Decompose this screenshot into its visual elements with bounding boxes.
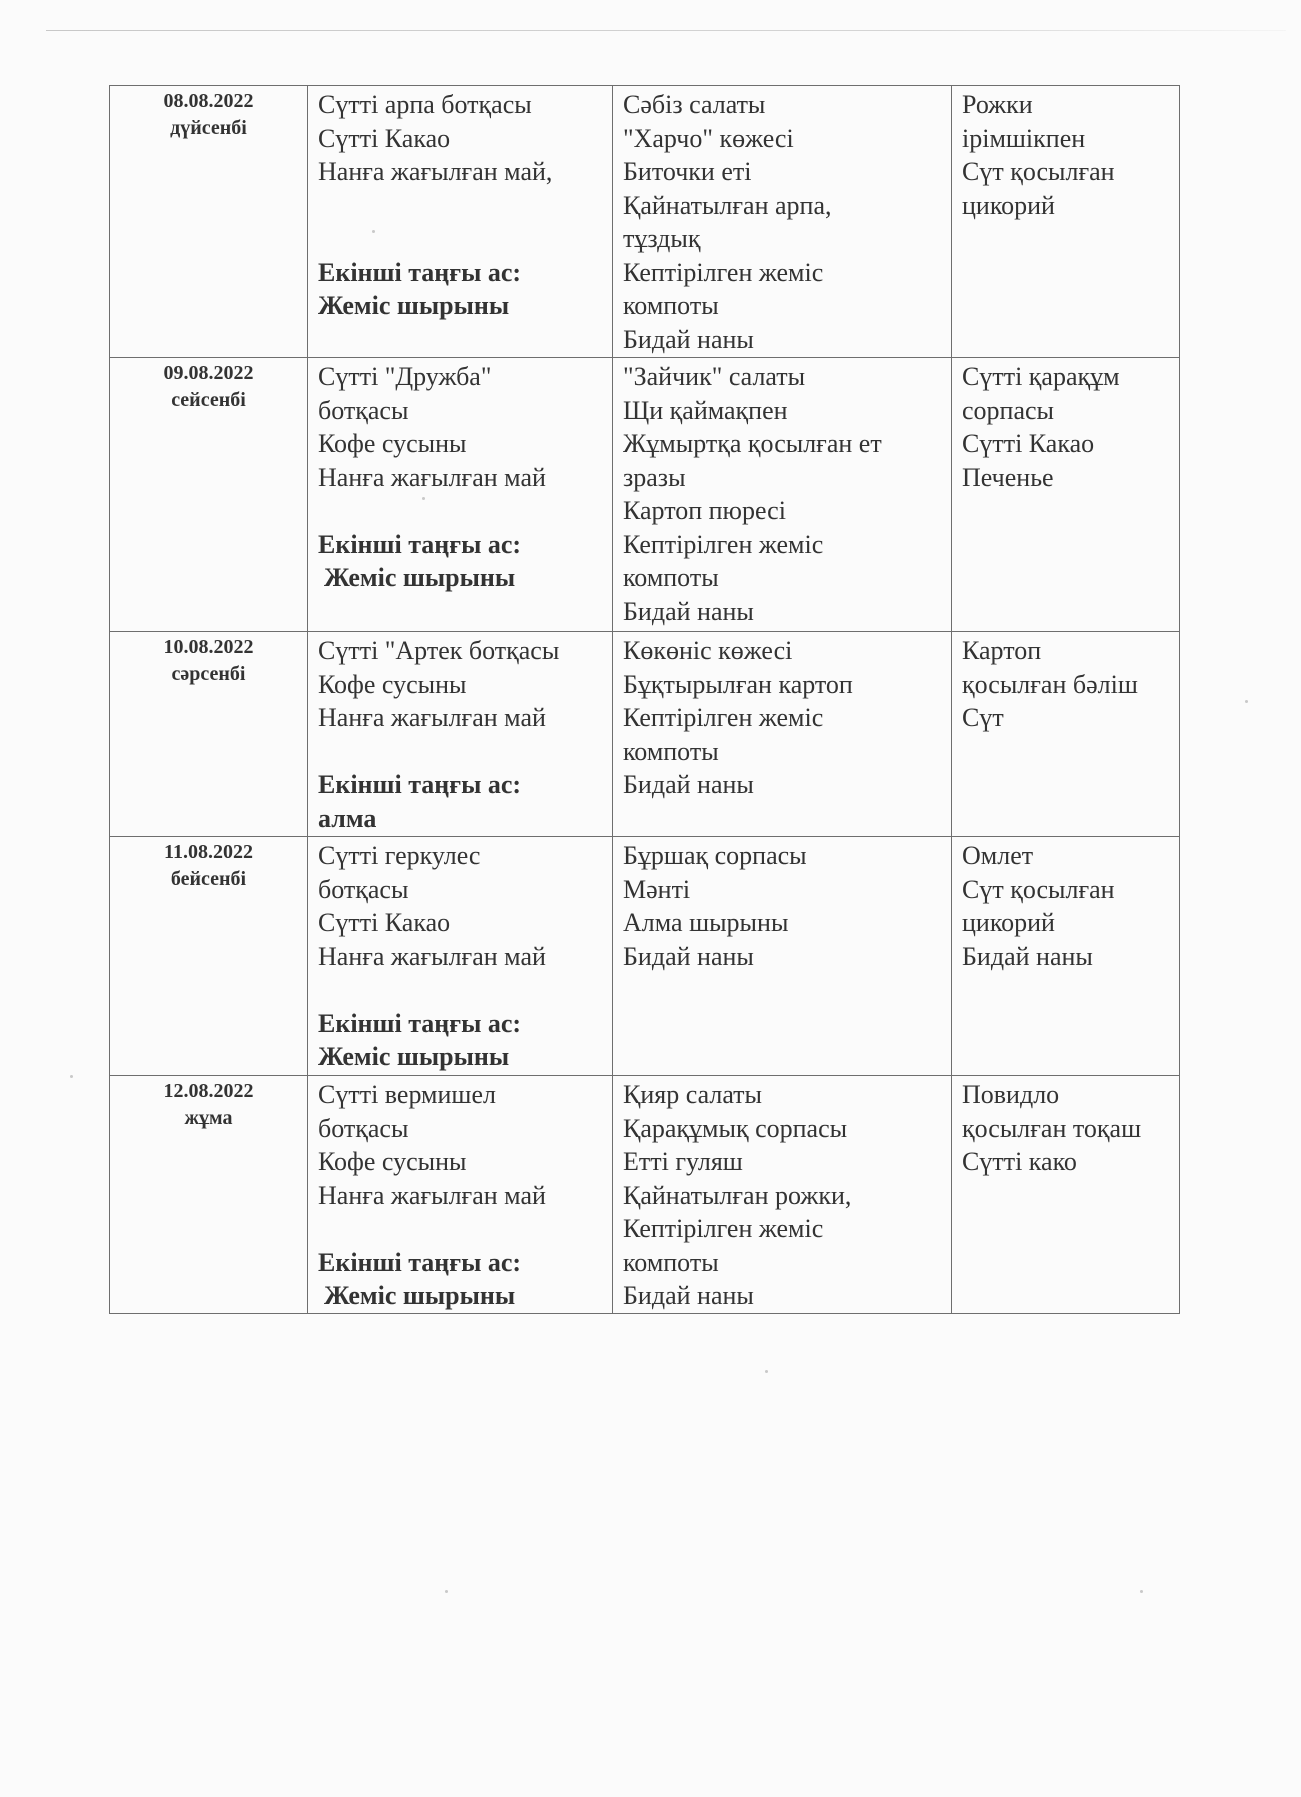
snack-item: цикорий xyxy=(962,908,1055,937)
snack-item: Сүт қосылған xyxy=(962,874,1115,904)
lunch-item: Көкөніс көжесі xyxy=(623,636,793,665)
snack-item: Печенье xyxy=(962,462,1054,492)
second-breakfast-item: Жеміс шырыны xyxy=(318,1042,510,1071)
breakfast-item: Сүтті вермишел xyxy=(318,1080,496,1109)
breakfast-item: Сүтті Какао xyxy=(318,123,451,153)
breakfast-item: Сүтті арпа ботқасы xyxy=(318,90,532,119)
lunch-item: Бидай наны xyxy=(623,770,754,799)
breakfast-cell xyxy=(308,632,613,837)
day-weekday: дүйсенбі xyxy=(170,117,247,139)
snack-item: Повидло xyxy=(962,1080,1060,1109)
snack-cell xyxy=(952,632,1180,837)
snack-item: Рожки xyxy=(962,90,1033,119)
day-weekday: сейсенбі xyxy=(171,389,246,411)
lunch-item: Кептірілген жеміс xyxy=(623,257,824,287)
menu-row-day xyxy=(110,358,1180,632)
breakfast-item: Нанға жағылған май xyxy=(318,462,546,492)
lunch-item: компоты xyxy=(623,291,719,320)
breakfast-cell xyxy=(308,1076,613,1314)
lunch-item: компоты xyxy=(623,1247,719,1277)
breakfast-item: Кофе сусыны xyxy=(318,429,467,458)
lunch-item: компоты xyxy=(623,563,719,592)
second-breakfast-label: Екінші таңғы ас: xyxy=(318,257,522,287)
lunch-cell xyxy=(613,1076,952,1314)
breakfast-item: Сүтті геркулес xyxy=(318,841,481,870)
breakfast-item: ботқасы xyxy=(318,1113,409,1143)
scan-top-rule xyxy=(46,30,1286,31)
breakfast-cell xyxy=(308,358,613,632)
menu-row-day xyxy=(110,86,1180,358)
second-breakfast-item: Жеміс шырыны xyxy=(324,563,516,592)
second-breakfast-item: Жеміс шырыны xyxy=(324,1281,516,1310)
lunch-item: Бидай наны xyxy=(623,596,754,626)
lunch-item: Щи қаймақпен xyxy=(623,395,788,425)
snack-cell xyxy=(952,86,1180,358)
lunch-item: Кептірілген жеміс xyxy=(623,1214,824,1243)
second-breakfast-item: Жеміс шырыны xyxy=(318,291,510,320)
day-date: 08.08.2022 xyxy=(163,90,254,112)
breakfast-item: Кофе сусыны xyxy=(318,1147,467,1176)
lunch-cell xyxy=(613,837,952,1076)
scan-speck xyxy=(765,1370,768,1373)
breakfast-cell xyxy=(308,86,613,358)
second-breakfast-label: Екінші таңғы ас: xyxy=(318,1247,522,1277)
lunch-item: Кептірілген жеміс xyxy=(623,529,824,559)
day-date: 11.08.2022 xyxy=(164,841,253,863)
breakfast-item: Нанға жағылған май, xyxy=(318,157,553,186)
lunch-item: Алма шырыны xyxy=(623,908,789,937)
snack-item: ірімшікпен xyxy=(962,123,1086,153)
menu-row-day xyxy=(110,1076,1180,1314)
lunch-item: "Харчо" көжесі xyxy=(623,123,794,153)
menu-row-day xyxy=(110,632,1180,837)
lunch-item: "Зайчик" салаты xyxy=(623,362,806,391)
snack-item: цикорий xyxy=(962,190,1055,220)
day-date: 12.08.2022 xyxy=(163,1080,254,1102)
lunch-item: Қарақұмық сорпасы xyxy=(623,1113,848,1143)
lunch-item: Биточки еті xyxy=(623,157,752,186)
breakfast-item: ботқасы xyxy=(318,874,409,904)
day-weekday: жұма xyxy=(184,1107,233,1129)
breakfast-item: Сүтті Какао xyxy=(318,908,451,937)
scan-speck xyxy=(445,1590,448,1593)
snack-item: Сүт xyxy=(962,703,1004,732)
snack-item: Сүтті Какао xyxy=(962,429,1095,458)
snack-item: сорпасы xyxy=(962,395,1055,425)
lunch-item: Қияр салаты xyxy=(623,1080,763,1109)
date-cell xyxy=(110,358,308,632)
menu-row-day xyxy=(110,837,1180,1076)
snack-cell xyxy=(952,1076,1180,1314)
breakfast-item: Нанға жағылған май xyxy=(318,1180,546,1210)
snack-item: Сүт қосылған xyxy=(962,157,1115,186)
day-weekday: сәрсенбі xyxy=(171,663,246,685)
lunch-item: Бидай наны xyxy=(623,941,754,971)
weekly-menu-table xyxy=(109,85,1180,1314)
lunch-item: Жұмыртқа қосылған ет xyxy=(623,429,882,458)
second-breakfast-item: алма xyxy=(318,803,377,833)
lunch-item: Бұқтырылған картоп xyxy=(623,669,853,699)
snack-item: Сүтті қарақұм xyxy=(962,362,1120,391)
lunch-cell xyxy=(613,632,952,837)
lunch-item: тұздық xyxy=(623,224,701,253)
snack-item: қосылған бәліш xyxy=(962,669,1138,699)
date-cell xyxy=(110,86,308,358)
day-date: 09.08.2022 xyxy=(163,362,254,384)
second-breakfast-label: Екінші таңғы ас: xyxy=(318,770,522,799)
breakfast-item: Кофе сусыны xyxy=(318,669,467,699)
snack-item: Бидай наны xyxy=(962,941,1093,971)
second-breakfast-label: Екінші таңғы ас: xyxy=(318,529,522,559)
date-cell xyxy=(110,1076,308,1314)
lunch-item: Бидай наны xyxy=(623,1281,754,1310)
snack-item: Омлет xyxy=(962,841,1034,870)
lunch-item: Бұршақ сорпасы xyxy=(623,841,807,870)
snack-item: Картоп xyxy=(962,636,1042,665)
snack-item: Сүтті како xyxy=(962,1147,1077,1176)
lunch-item: Бидай наны xyxy=(623,324,754,354)
breakfast-item: Сүтті "Дружба" xyxy=(318,362,492,391)
day-weekday: бейсенбі xyxy=(170,868,247,890)
lunch-item: Етті гуляш xyxy=(623,1147,743,1176)
second-breakfast-label: Екінші таңғы ас: xyxy=(318,1008,522,1038)
breakfast-item: Нанға жағылған май xyxy=(318,941,546,971)
lunch-item: компоты xyxy=(623,736,719,766)
date-cell xyxy=(110,632,308,837)
lunch-item: Сәбіз салаты xyxy=(623,90,766,119)
date-cell xyxy=(110,837,308,1076)
lunch-item: Картоп пюресі xyxy=(623,496,786,525)
lunch-cell xyxy=(613,86,952,358)
snack-cell xyxy=(952,837,1180,1076)
breakfast-cell xyxy=(308,837,613,1076)
lunch-cell xyxy=(613,358,952,632)
scan-speck xyxy=(70,1075,73,1078)
breakfast-item: ботқасы xyxy=(318,395,409,425)
lunch-item: Қайнатылған рожки, xyxy=(623,1180,852,1210)
breakfast-item: Нанға жағылған май xyxy=(318,703,546,732)
breakfast-item: Сүтті "Артек ботқасы xyxy=(318,636,560,665)
snack-cell xyxy=(952,358,1180,632)
scan-speck xyxy=(1245,700,1248,703)
snack-item: қосылған тоқаш xyxy=(962,1113,1142,1143)
lunch-item: Мәнті xyxy=(623,874,691,904)
lunch-item: Қайнатылған арпа, xyxy=(623,190,832,220)
lunch-item: зразы xyxy=(623,462,686,492)
day-date: 10.08.2022 xyxy=(163,636,254,658)
scan-speck xyxy=(1140,1590,1143,1593)
lunch-item: Кептірілген жеміс xyxy=(623,703,824,732)
